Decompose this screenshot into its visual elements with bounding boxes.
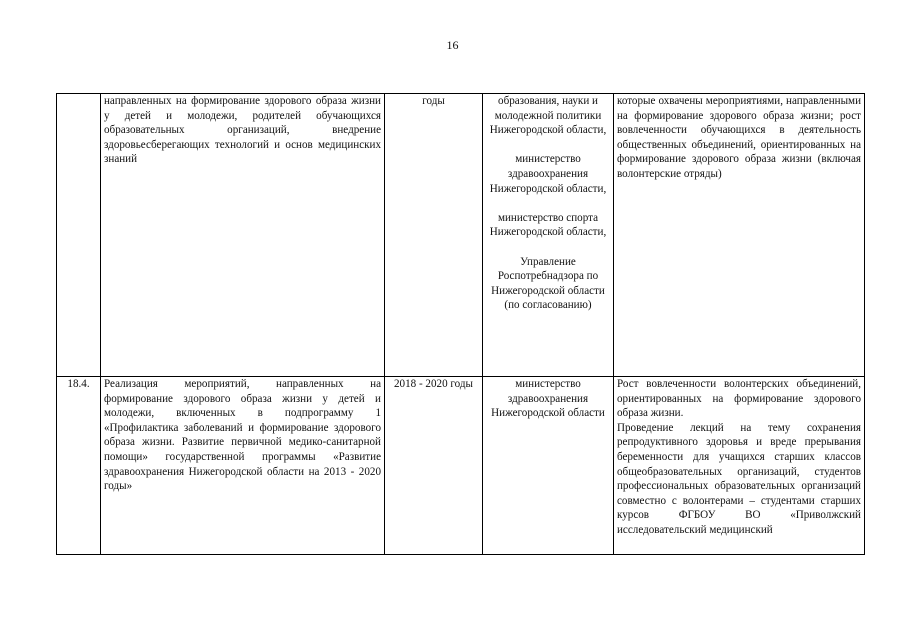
page-number: 16: [446, 38, 459, 52]
event-executors: [483, 94, 614, 377]
table-row: [57, 377, 865, 555]
event-executors: [483, 377, 614, 555]
executor: министерство здравоохранения Нижегородской области: [491, 378, 605, 420]
row-number: 18.4.: [57, 377, 101, 555]
result-text: которые охвачены мероприятиями, направленными на формирование здорового образа жизни; рост вовлеченности обучающихся в деятельность общественных объединений, ориентированных на формирование здорового образа жизни (включая волонтерские отряды): [617, 95, 861, 180]
executor: Управление Роспотребнадзора по Нижегородской области (по согласованию): [491, 255, 605, 312]
result-text: Рост вовлеченности волонтерских объединений, ориентированных на формирование здорового образа жизни.: [617, 378, 861, 420]
expected-result: [614, 94, 865, 377]
event-description: направленных на формирование здорового образа жизни у детей и молодежи, родителей обучающихся образовательных организаций, внедрение здоровьесберегающих технологий и основ медицинских знаний: [101, 94, 385, 377]
event-description: Реализация мероприятий, направленных на формирование здорового образа жизни у детей и молодежи, включенных в подпрограмму 1 «Профилактика заболеваний и формирование здорового образа жизни. Развитие первичной медико-санитарной помощи» государственной программы «Развитие здравоохранения Нижегородской области на 2013 - 2020 годы»: [101, 377, 385, 555]
table-row: [57, 94, 865, 377]
event-term: 2018 - 2020 годы: [385, 377, 483, 555]
expected-result: [614, 377, 865, 555]
executor: образования, науки и молодежной политики Нижегородской области,: [489, 95, 607, 137]
event-term: годы: [385, 94, 483, 377]
row-number: [57, 94, 101, 377]
executor: министерство спорта Нижегородской области,: [489, 211, 607, 239]
result-text: Проведение лекций на тему сохранения репродуктивного здоровья и вреде прерывания беременности для учащихся старших классов общеобразовательных организаций, студентов профессиональных образовательных организаций совместно с волонтерами – студентами старших курсов ФГБОУ ВО «Приволжский исследовательский медицинский: [617, 421, 861, 536]
plan-table: [56, 93, 865, 555]
executor: министерство здравоохранения Нижегородской области,: [489, 153, 607, 195]
